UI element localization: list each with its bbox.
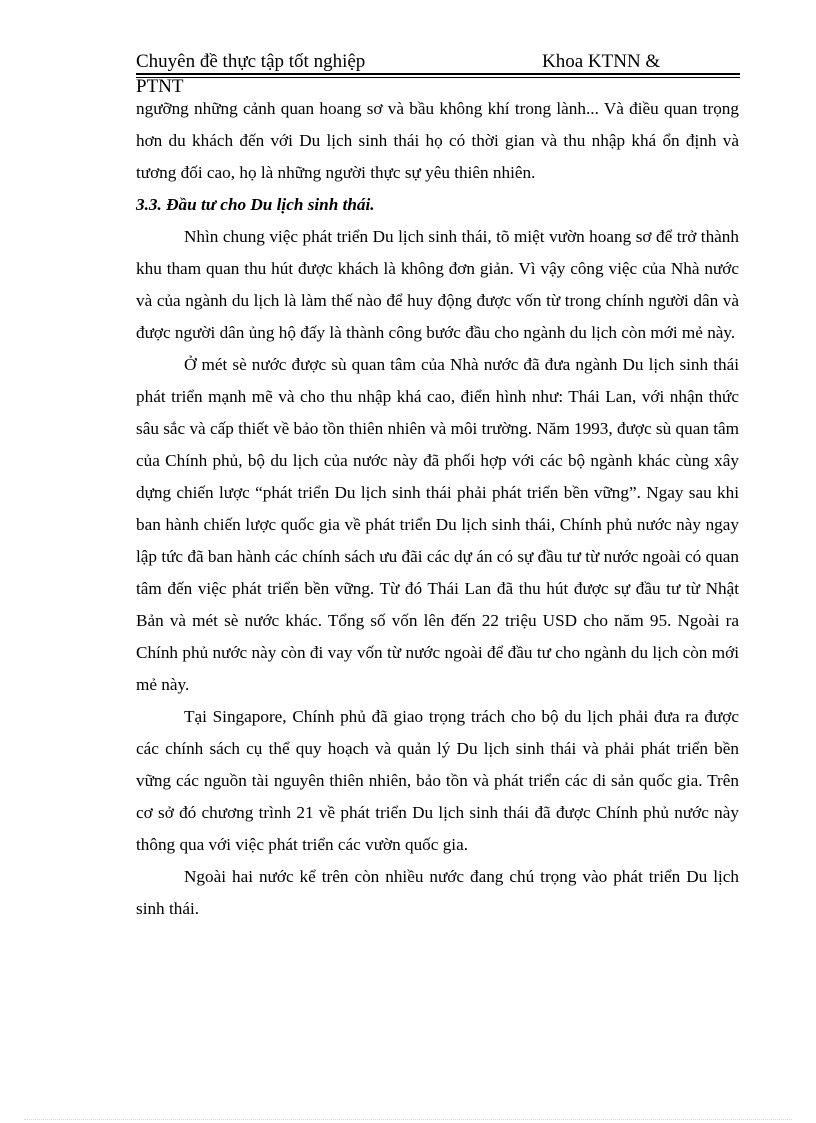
body-paragraph-2: Ở mét sè nước được sù quan tâm của Nhà nước đã đưa ngành Du lịch sinh thái phát triển mạnh mẽ và cho thu nhập khá cao, điển hình như: Thái Lan, với nhận thức sâu sắc và cấp thiết về bảo tồn thiên nhiên và môi trường. Năm 1993, được sù quan tâm của Chính phủ, bộ du lịch của nước này đã phối hợp với các bộ ngành khác cùng xây dựng chiến lược “phát triển Du lịch sinh thái phải phát triển bền vững”. Ngay sau khi ban hành chiến lược quốc gia về phát triển Du lịch sinh thái, Chính phủ nước này ngay lập tức đã ban hành các chính sách ưu đãi các dự án có sự đầu tư từ nước ngoài có quan tâm đến việc phát triển bền vững. Từ đó Thái Lan đã thu hút được sự đầu tư từ Nhật Bản và mét sè nước khác. Tổng số vốn lên đến 22 triệu USD cho năm 95. Ngoài ra Chính phủ nước này còn đi vay vốn từ nước ngoài để đầu tư cho ngành du lịch còn mới mẻ này. xyxy=(136,355,739,694)
header-faculty: Khoa KTNN & xyxy=(542,51,661,72)
body-paragraph-3: Tại Singapore, Chính phủ đã giao trọng trách cho bộ du lịch phải đưa ra được các chính sách cụ thể quy hoạch và quản lý Du lịch sinh thái và phải phát triển bền vững các nguồn tài nguyên thiên nhiên, bảo tồn và phát triển các di sản quốc gia. Trên cơ sở đó chương trình 21 về phát triển Du lịch sinh thái đã được Chính phủ nước này thông qua với việc phát triển các vườn quốc gia. xyxy=(136,707,739,854)
body-paragraph-4: Ngoài hai nước kể trên còn nhiều nước đang chú trọng vào phát triển Du lịch sinh thái. xyxy=(136,867,739,918)
header-rule-thick xyxy=(136,73,740,75)
page-header xyxy=(136,50,740,74)
document-body xyxy=(136,93,739,925)
header-rule-thin xyxy=(136,77,740,78)
intro-paragraph: ngưỡng những cảnh quan hoang sơ và bầu không khí trong lành... Và điều quan trọng hơn du khách đến với Du lịch sinh thái họ có thời gian và thu nhập khá ổn định và tương đối cao, họ là những người thực sự yêu thiên nhiên. xyxy=(136,99,739,182)
header-document-title: Chuyên đề thực tập tốt nghiệp xyxy=(136,51,366,72)
header-faculty-continuation: PTNT xyxy=(136,76,184,97)
body-paragraph-1: Nhìn chung việc phát triển Du lịch sinh thái, tõ miệt vườn hoang sơ để trở thành khu tham quan thu hút được khách là không đơn giản. Vì vậy công việc của Nhà nước và của ngành du lịch là làm thế nào để huy động được vốn từ trong chính người dân và được người dân ủng hộ đấy là thành công bước đầu cho ngành du lịch còn mới mẻ này. xyxy=(136,227,739,342)
page-bottom-border xyxy=(24,1119,792,1120)
section-heading: 3.3. Đầu tư cho Du lịch sinh thái. xyxy=(136,195,375,214)
